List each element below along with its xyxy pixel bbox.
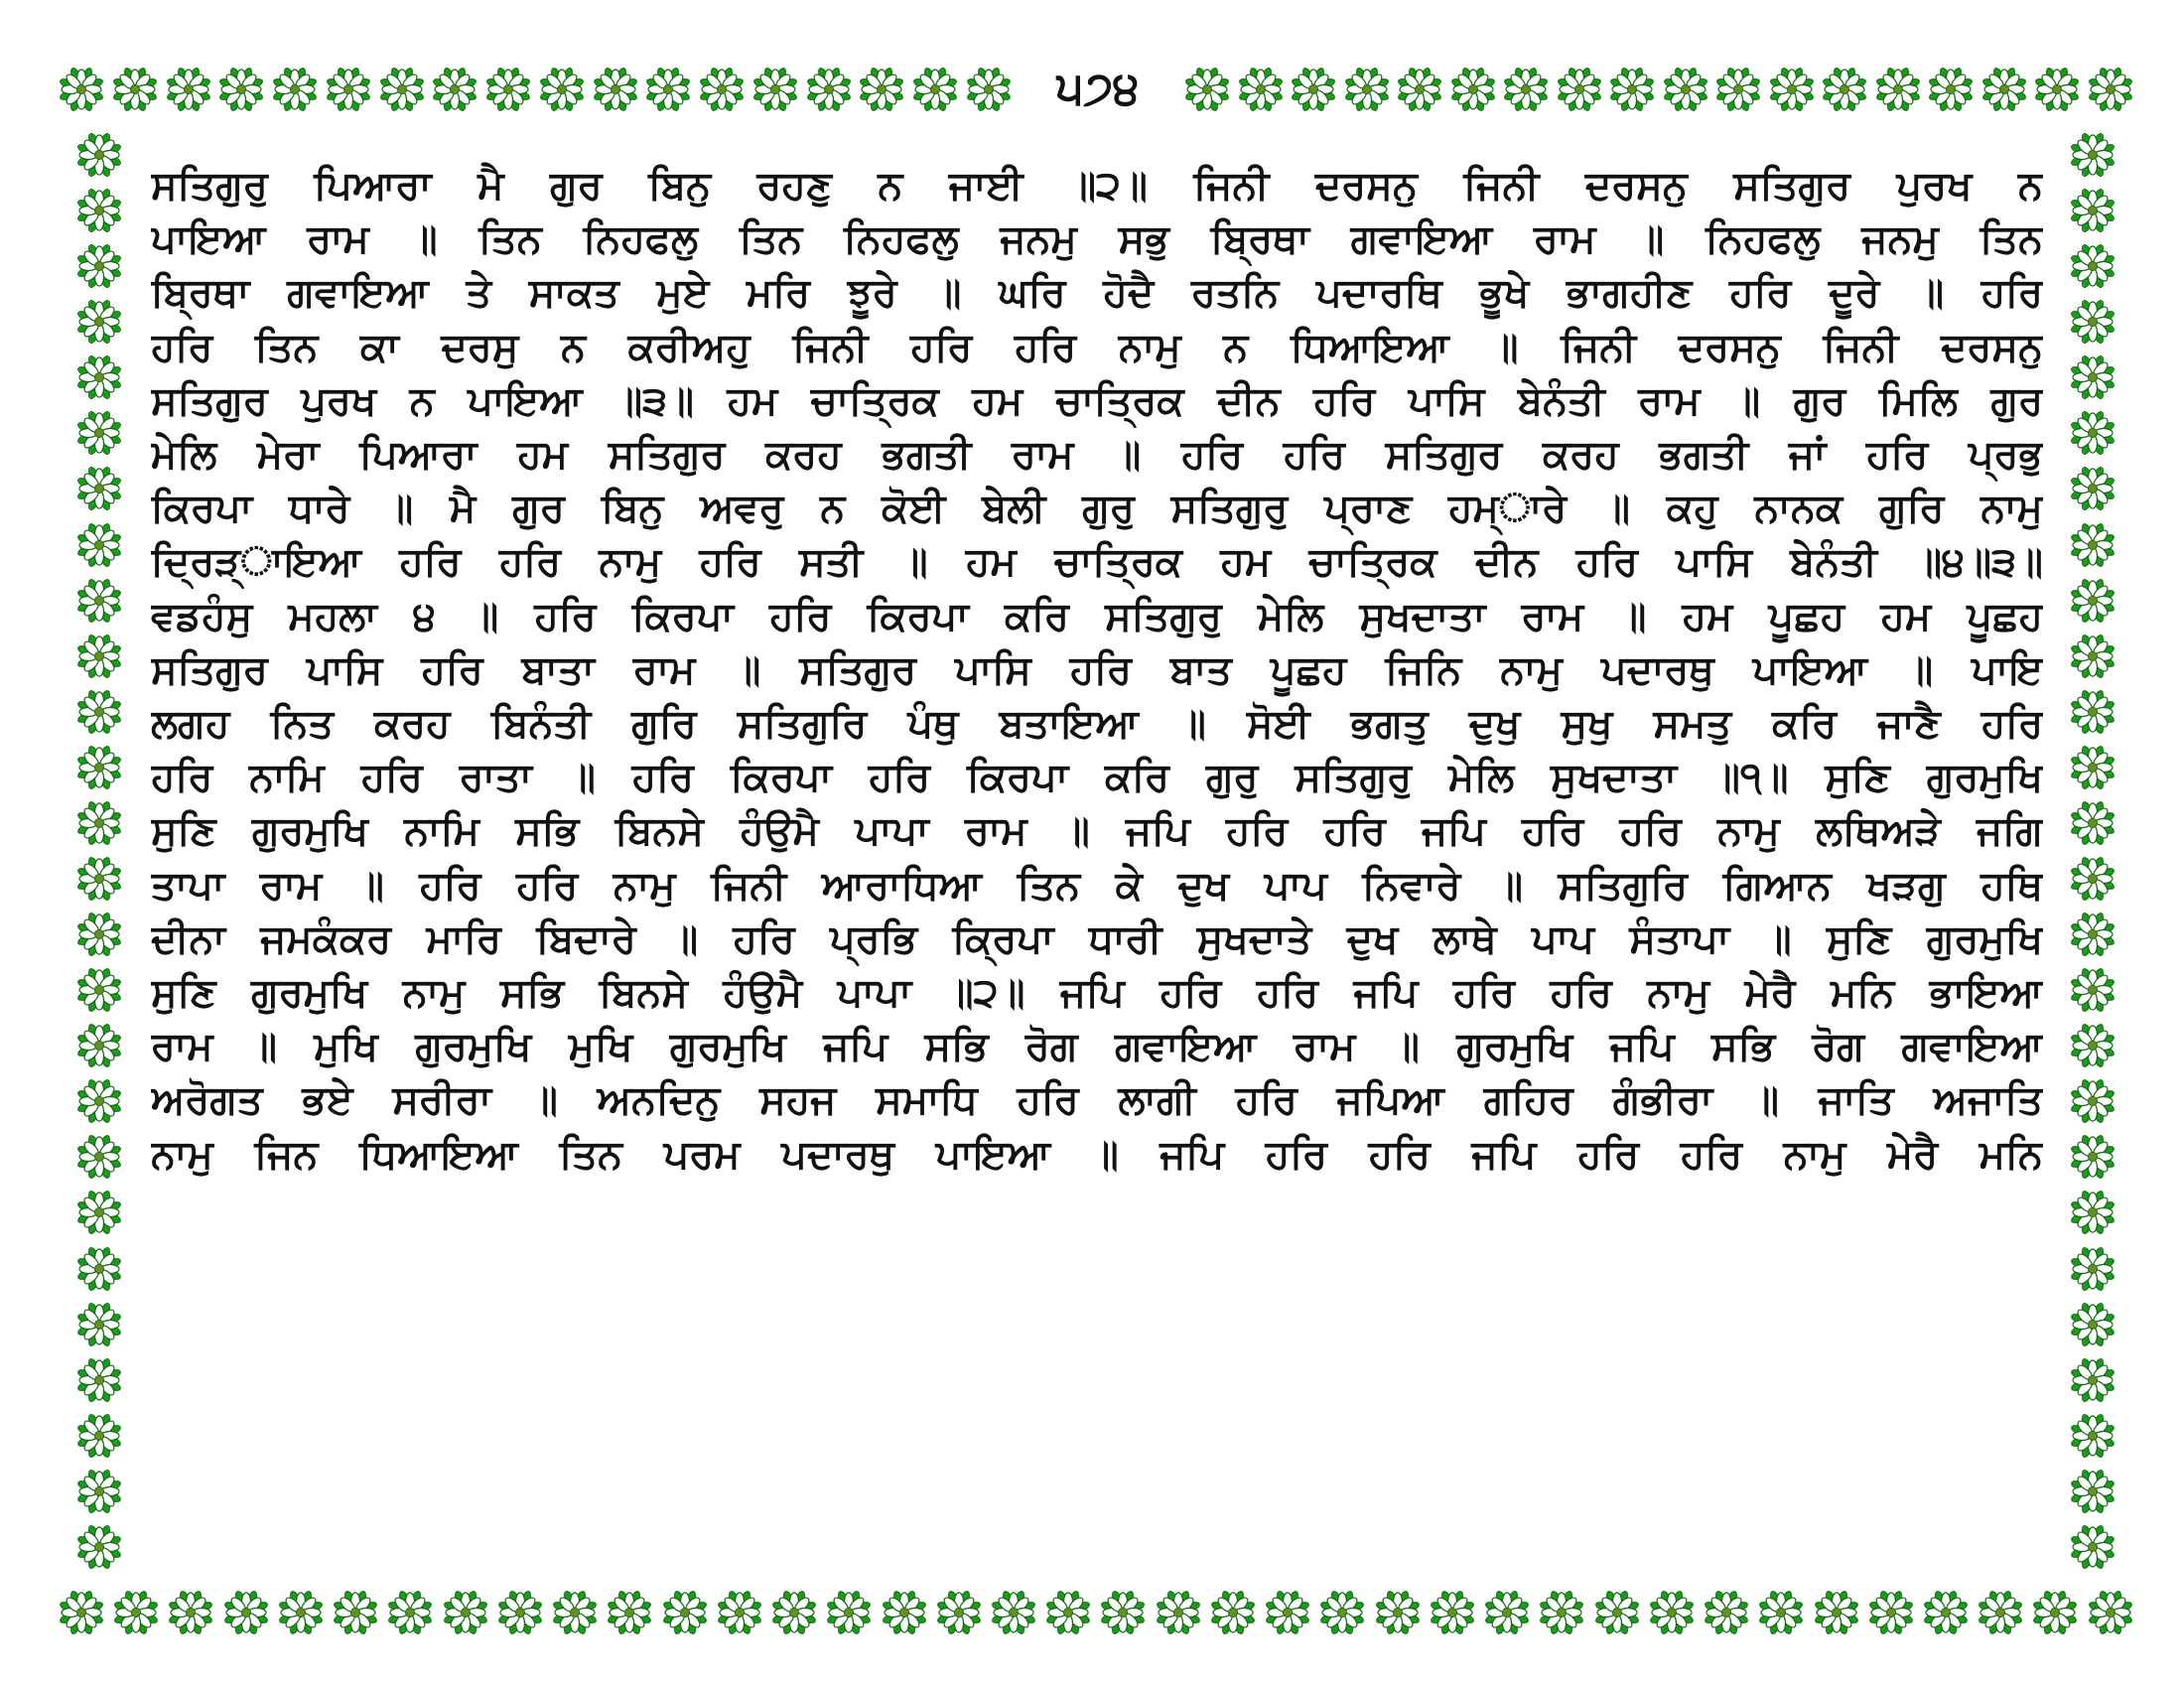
text-line: ਸੁਣਿ ਗੁਰਮੁਖਿ ਨਾਮਿ ਸਭਿ ਬਿਨਸੇ ਹੰਉਮੈ ਪਾਪਾ ਰਾਮ ॥ ਜਪਿ ਹਰਿ ਹਰਿ ਜਪਿ ਹਰਿ ਹਰਿ ਨਾਮੁ ਲਥਿਅੜੇ ਜਗਿ (151, 808, 2043, 855)
scripture-text (151, 159, 2043, 1559)
flower-icon (165, 66, 212, 113)
flower-icon (1502, 66, 1550, 113)
flower-icon (2069, 1245, 2116, 1293)
flower-icon (1556, 66, 1603, 113)
text-line: ਦ੍ਰਿੜ੍ਾਇਆ ਹਰਿ ਹਰਿ ਨਾਮੁ ਹਰਿ ਸਤੀ ॥ ਹਮ ਚਾਤ੍ਰਿਕ ਹਮ ਚਾਤ੍ਰਿਕ ਦੀਨ ਹਰਿ ਪਾਸਿ ਬੇਨੰਤੀ ॥੪॥੩॥ (151, 539, 2043, 586)
flower-icon (1343, 66, 1391, 113)
flower-icon (1980, 66, 2028, 113)
flower-icon (911, 66, 959, 113)
flower-icon (661, 1589, 709, 1636)
flower-icon (75, 409, 123, 457)
flower-icon (644, 66, 692, 113)
flower-icon (2069, 1523, 2116, 1571)
flower-icon (1183, 66, 1231, 113)
flower-icon (75, 187, 123, 234)
text-line: ਨਾਮੁ ਜਿਨ ਧਿਆਇਆ ਤਿਨ ਪਰਮ ਪਦਾਰਥੁ ਪਾਇਆ ॥ ਜਪਿ ਹਰਿ ਹਰਿ ਜਪਿ ਹਰਿ ਹਰਿ ਨਾਮੁ ਮੇਰੈ ਮਨਿ (151, 1131, 2043, 1178)
text-line: ਮੇਲਿ ਮੇਰਾ ਪਿਆਰਾ ਹਮ ਸਤਿਗੁਰ ਕਰਹ ਭਗਤੀ ਰਾਮ ॥ ਹਰਿ ਹਰਿ ਸਤਿਗੁਰ ਕਰਹ ਭਗਤੀ ਜਾਂ ਹਰਿ ਪ੍ਰਭੁ (151, 432, 2043, 479)
border-left (58, 131, 141, 1571)
flower-icon (2069, 1189, 2116, 1236)
flower-icon (2069, 633, 2116, 680)
flower-icon (1374, 1589, 1422, 1636)
flower-icon (431, 66, 478, 113)
flower-icon (2069, 353, 2116, 401)
flower-icon (75, 1077, 123, 1125)
flower-icon (271, 66, 319, 113)
flower-icon (2069, 1077, 2116, 1125)
text-line: ਰਾਮ ॥ ਮੁਖਿ ਗੁਰਮੁਖਿ ਮੁਖਿ ਗੁਰਮੁਖਿ ਜਪਿ ਸਭਿ ਰੋਗ ਗਵਾਇਆ ਰਾਮ ॥ ਗੁਰਮੁਖਿ ਜਪਿ ਸਭਿ ਰੋਗ ਗਵਾਇਆ (151, 1024, 2043, 1070)
flower-icon (378, 66, 426, 113)
flower-icon (2069, 577, 2116, 625)
text-line: ਬ੍ਰਿਥਾ ਗਵਾਇਆ ਤੇ ਸਾਕਤ ਮੁਏ ਮਰਿ ਝੂਰੇ ॥ ਘਰਿ ਹੋਦੈ ਰਤਨਿ ਪਦਾਰਥਿ ਭੂਖੇ ਭਾਗਹੀਣ ਹਰਿ ਦੂਰੇ ॥ ਹਰਿ (151, 270, 2043, 317)
flower-icon (58, 66, 105, 113)
flower-icon (1396, 66, 1443, 113)
flower-icon (2033, 66, 2081, 113)
page-number: ੫੭੪ (1056, 61, 1140, 114)
flower-icon (1209, 1589, 1257, 1636)
flower-icon (858, 66, 905, 113)
flower-icon (2069, 1022, 2116, 1069)
flower-icon (1155, 1589, 1202, 1636)
flower-icon (1662, 66, 1709, 113)
flower-icon (1867, 1589, 1915, 1636)
border-bottom (58, 1571, 2134, 1654)
flower-icon (1099, 1589, 1147, 1636)
flower-icon (75, 353, 123, 401)
flower-icon (75, 1022, 123, 1069)
flower-icon (2069, 521, 2116, 569)
flower-icon (1264, 1589, 1311, 1636)
flower-icon (1483, 1589, 1531, 1636)
flower-icon (1874, 66, 1922, 113)
flower-icon (75, 298, 123, 346)
flower-icon (2069, 242, 2116, 290)
flower-icon (1813, 1589, 1860, 1636)
text-line: ਲਗਹ ਨਿਤ ਕਰਹ ਬਿਨੰਤੀ ਗੁਰਿ ਸਤਿਗੁਰਿ ਪੰਥੁ ਬਤਾਇਆ ॥ ਸੋਈ ਭਗਤੁ ਦੁਖੁ ਸੁਖੁ ਸਮਤੁ ਕਰਿ ਜਾਣੈ ਹਰਿ (151, 701, 2043, 748)
flower-icon (2069, 1356, 2116, 1404)
flower-icon (1927, 66, 1975, 113)
flower-icon (1977, 1589, 2024, 1636)
flower-icon (332, 1589, 379, 1636)
flower-icon (75, 1189, 123, 1236)
text-line: ਦੀਨਾ ਜਮਕੰਕਰ ਮਾਰਿ ਬਿਦਾਰੇ ॥ ਹਰਿ ਪ੍ਰਭਿ ਕ੍ਰਿਪਾ ਧਾਰੀ ਸੁਖਦਾਤੇ ਦੁਖ ਲਾਥੇ ਪਾਪ ਸੰਤਾਪਾ ॥ ਸੁਣਿ ਗੁਰਮੁਖਿ (151, 915, 2043, 962)
flower-icon (2069, 855, 2116, 903)
flower-icon (2087, 66, 2134, 113)
flower-icon (75, 855, 123, 903)
flower-icon (538, 66, 586, 113)
flower-icon (222, 1589, 270, 1636)
text-line: ਸਤਿਗੁਰ ਪਾਸਿ ਹਰਿ ਬਾਤਾ ਰਾਮ ॥ ਸਤਿਗੁਰ ਪਾਸਿ ਹਰਿ ਬਾਤ ਪੂਛਹ ਜਿਨਿ ਨਾਮੁ ਪਦਾਰਥੁ ਪਾਇਆ ॥ ਪਾਇ (151, 646, 2043, 693)
border-top-left (58, 48, 1013, 131)
flower-icon (75, 521, 123, 569)
text-line: ਹਰਿ ਤਿਨ ਕਾ ਦਰਸੁ ਨ ਕਰੀਅਹੁ ਜਿਨੀ ਹਰਿ ਹਰਿ ਨਾਮੁ ਨ ਧਿਆਇਆ ॥ ਜਿਨੀ ਦਰਸਨੁ ਜਿਨੀ ਦਰਸਨੁ (151, 324, 2043, 370)
border-top-right (1183, 48, 2134, 131)
text-line: ਸਤਿਗੁਰੁ ਪਿਆਰਾ ਮੈ ਗੁਰ ਬਿਨੁ ਰਹਣੁ ਨ ਜਾਈ ॥੨॥ ਜਿਨੀ ਦਰਸਨੁ ਜਿਨੀ ਦਰਸਨੁ ਸਤਿਗੁਰ ਪੁਰਖ ਨ (151, 163, 2043, 209)
flower-icon (1318, 1589, 1366, 1636)
flower-icon (75, 911, 123, 958)
flower-icon (1608, 66, 1656, 113)
text-line: ਅਰੋਗਤ ਭਏ ਸਰੀਰਾ ॥ ਅਨਦਿਨੁ ਸਹਜ ਸਮਾਧਿ ਹਰਿ ਲਾਗੀ ਹਰਿ ਜਪਿਆ ਗਹਿਰ ਗੰਭੀਰਾ ॥ ਜਾਤਿ ਅਜਾਤਿ (151, 1077, 2043, 1124)
border-right (2051, 131, 2134, 1571)
flower-icon (2069, 688, 2116, 736)
flower-icon (112, 1589, 160, 1636)
flower-icon (75, 799, 123, 847)
flower-icon (75, 1468, 123, 1515)
flower-icon (2069, 298, 2116, 346)
flower-icon (75, 131, 123, 179)
text-line: ਕਿਰਪਾ ਧਾਰੇ ॥ ਮੈ ਗੁਰ ਬਿਨੁ ਅਵਰੁ ਨ ਕੋਈ ਬੇਲੀ ਗੁਰੁ ਸਤਿਗੁਰੁ ਪ੍ਰਾਣ ਹਮ੍ਾਰੇ ॥ ਕਹੁ ਨਾਨਕ ਗੁਰਿ ਨਾਮੁ (151, 486, 2043, 532)
flower-icon (75, 966, 123, 1014)
flower-icon (1768, 66, 1816, 113)
flower-icon (1429, 1589, 1476, 1636)
flower-icon (1703, 1589, 1750, 1636)
flower-icon (58, 1589, 105, 1636)
flower-icon (551, 1589, 599, 1636)
flower-icon (2069, 1412, 2116, 1460)
flower-icon (75, 1523, 123, 1571)
flower-icon (217, 66, 265, 113)
flower-icon (111, 66, 159, 113)
flower-icon (325, 66, 372, 113)
flower-icon (2069, 744, 2116, 791)
flower-icon (75, 465, 123, 512)
flower-icon (75, 1412, 123, 1460)
text-line: ਪਾਇਆ ਰਾਮ ॥ ਤਿਨ ਨਿਹਫਲੁ ਤਿਨ ਨਿਹਫਲੁ ਜਨਮੁ ਸਭੁ ਬ੍ਰਿਥਾ ਗਵਾਇਆ ਰਾਮ ॥ ਨਿਹਫਲੁ ਜਨਮੁ ਤਿਨ (151, 216, 2043, 263)
flower-icon (75, 242, 123, 290)
flower-icon (881, 1589, 928, 1636)
flower-icon (1648, 1589, 1696, 1636)
flower-icon (751, 66, 799, 113)
flower-icon (606, 1589, 653, 1636)
flower-icon (75, 1245, 123, 1293)
text-line: ਸਤਿਗੁਰ ਪੁਰਖ ਨ ਪਾਇਆ ॥੩॥ ਹਮ ਚਾਤ੍ਰਿਕ ਹਮ ਚਾਤ੍ਰਿਕ ਦੀਨ ਹਰਿ ਪਾਸਿ ਬੇਨੰਤੀ ਰਾਮ ॥ ਗੁਰ ਮਿਲਿ ਗੁਰ (151, 377, 2043, 424)
flower-icon (2087, 1589, 2134, 1636)
flower-icon (75, 1133, 123, 1181)
flower-icon (386, 1589, 434, 1636)
flower-icon (1538, 1589, 1585, 1636)
flower-icon (277, 1589, 325, 1636)
flower-icon (1757, 1589, 1805, 1636)
flower-icon (592, 66, 639, 113)
flower-icon (2069, 1468, 2116, 1515)
flower-icon (1237, 66, 1285, 113)
flower-icon (935, 1589, 983, 1636)
flower-icon (965, 66, 1013, 113)
flower-icon (716, 1589, 763, 1636)
flower-icon (2069, 966, 2116, 1014)
flower-icon (442, 1589, 489, 1636)
flower-icon (1044, 1589, 1092, 1636)
flower-icon (770, 1589, 818, 1636)
flower-icon (2069, 799, 2116, 847)
flower-icon (2069, 131, 2116, 179)
flower-icon (1922, 1589, 1970, 1636)
text-line: ਤਾਪਾ ਰਾਮ ॥ ਹਰਿ ਹਰਿ ਨਾਮੁ ਜਿਨੀ ਆਰਾਧਿਆ ਤਿਨ ਕੇ ਦੁਖ ਪਾਪ ਨਿਵਾਰੇ ॥ ਸਤਿਗੁਰਿ ਗਿਆਨ ਖੜਗੁ ਹਥਿ (151, 862, 2043, 909)
flower-icon (75, 744, 123, 791)
flower-icon (1821, 66, 1868, 113)
flower-icon (698, 66, 746, 113)
flower-icon (75, 633, 123, 680)
flower-icon (2069, 187, 2116, 234)
flower-icon (75, 688, 123, 736)
flower-icon (825, 1589, 873, 1636)
flower-icon (1449, 66, 1497, 113)
flower-icon (1593, 1589, 1641, 1636)
flower-icon (2069, 911, 2116, 958)
flower-icon (496, 1589, 544, 1636)
flower-icon (2069, 465, 2116, 512)
text-line: ਸੁਣਿ ਗੁਰਮੁਖਿ ਨਾਮੁ ਸਭਿ ਬਿਨਸੇ ਹੰਉਮੈ ਪਾਪਾ ॥੨॥ ਜਪਿ ਹਰਿ ਹਰਿ ਜਪਿ ਹਰਿ ਹਰਿ ਨਾਮੁ ਮੇਰੈ ਮਨਿ ਭਾਇਆ (151, 970, 2043, 1017)
flower-icon (2031, 1589, 2079, 1636)
flower-icon (75, 577, 123, 625)
flower-icon (2069, 409, 2116, 457)
text-line: ਵਡਹੰਸੁ ਮਹਲਾ ੪ ॥ ਹਰਿ ਕਿਰਪਾ ਹਰਿ ਕਿਰਪਾ ਕਰਿ ਸਤਿਗੁਰੁ ਮੇਲਿ ਸੁਖਦਾਤਾ ਰਾਮ ॥ ਹਮ ਪੂਛਹ ਹਮ ਪੂਛਹ (151, 593, 2043, 639)
flower-icon (1714, 66, 1762, 113)
text-line: ਹਰਿ ਨਾਮਿ ਹਰਿ ਰਾਤਾ ॥ ਹਰਿ ਕਿਰਪਾ ਹਰਿ ਕਿਰਪਾ ਕਰਿ ਗੁਰੁ ਸਤਿਗੁਰੁ ਮੇਲਿ ਸੁਖਦਾਤਾ ॥੧॥ ਸੁਣਿ ਗੁਰਮੁਖਿ (151, 755, 2043, 801)
flower-icon (805, 66, 853, 113)
flower-icon (1290, 66, 1337, 113)
flower-icon (167, 1589, 214, 1636)
flower-icon (484, 66, 532, 113)
flower-icon (75, 1301, 123, 1348)
flower-icon (2069, 1133, 2116, 1181)
flower-icon (990, 1589, 1037, 1636)
flower-icon (75, 1356, 123, 1404)
flower-icon (2069, 1301, 2116, 1348)
